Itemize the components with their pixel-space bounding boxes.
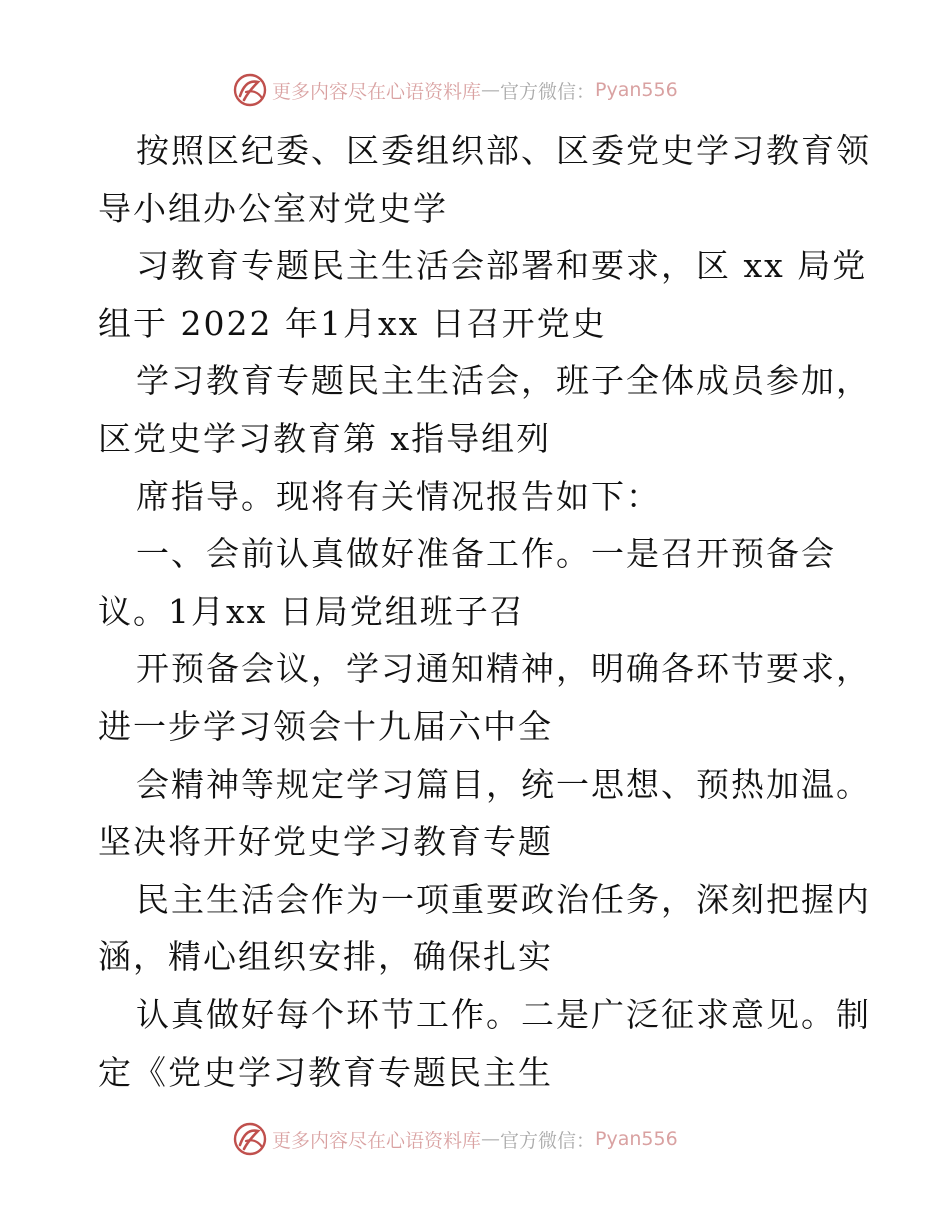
watermark-account: Pyan556	[595, 79, 678, 101]
text-line-17: 定《党史学习教育专题民主生	[98, 1052, 553, 1092]
text-line-8: 一、会前认真做好准备工作。一是召开预备会	[136, 534, 836, 574]
watermark-brand: 更多内容尽在心语资料库	[272, 1129, 482, 1152]
signature-logo-icon	[232, 1121, 268, 1157]
text-line-11: 进一步学习领会十九届六中全	[98, 706, 553, 746]
text-line-14: 民主生活会作为一项重要政治任务，深刻把握内	[136, 879, 871, 919]
signature-logo-icon	[232, 72, 268, 108]
watermark-account: Pyan556	[595, 1128, 678, 1150]
text-line-9: 议。1月xx 日局党组班子召	[98, 591, 525, 631]
text-line-7: 席指导。现将有关情况报告如下：	[136, 476, 661, 516]
text-line-6: 区党史学习教育第 x指导组列	[98, 418, 552, 458]
text-line-15: 涵，精心组织安排，确保扎实	[98, 937, 553, 977]
watermark-footer	[232, 1121, 678, 1157]
text-line-10: 开预备会议，学习通知精神，明确各环节要求，	[136, 649, 871, 689]
text-line-3: 习教育专题民主生活会部署和要求，区 xx 局党	[136, 246, 868, 286]
document-body	[98, 122, 871, 1101]
text-line-5: 学习教育专题民主生活会，班子全体成员参加，	[136, 361, 871, 401]
watermark-header	[232, 72, 678, 108]
watermark-label: 官方微信：	[500, 1129, 596, 1152]
watermark-brand: 更多内容尽在心语资料库	[272, 80, 482, 103]
text-line-13: 坚决将开好党史学习教育专题	[98, 822, 553, 862]
watermark-separator: —	[481, 79, 501, 101]
text-line-4: 组于 2022 年1月xx 日召开党史	[98, 303, 607, 343]
text-line-16: 认真做好每个环节工作。二是广泛征求意见。制	[136, 994, 871, 1034]
text-line-1: 按照区纪委、区委组织部、区委党史学习教育领	[136, 131, 871, 170]
text-line-12: 会精神等规定学习篇目，统一思想、预热加温。	[136, 764, 871, 804]
watermark-label: 官方微信：	[500, 80, 596, 103]
text-line-2: 导小组办公室对党史学	[98, 188, 448, 228]
watermark-separator: —	[481, 1128, 501, 1150]
